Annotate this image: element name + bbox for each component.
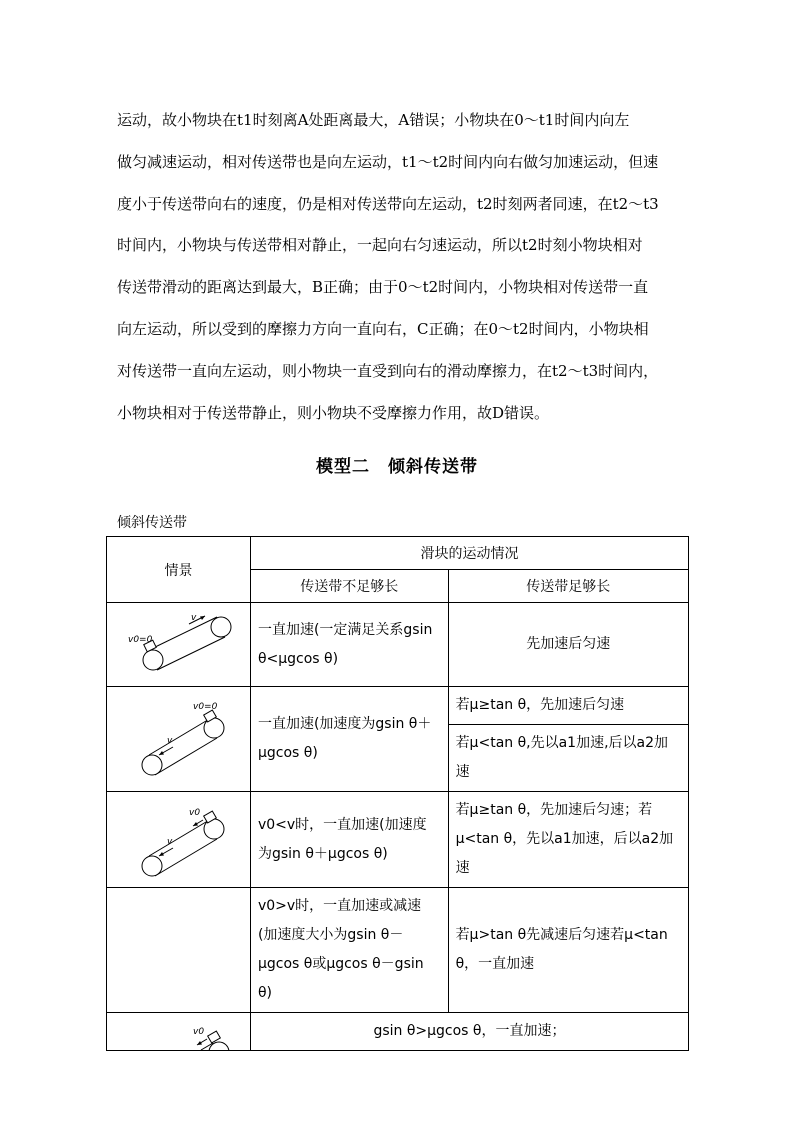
paragraph-line-4: 时间内，小物块与传送带相对静止，一起向右匀速运动，所以t2时刻小物块相对 bbox=[117, 236, 643, 255]
row2-long-b: 若μ<tan θ,先以a1加速,后以a2加速 bbox=[448, 725, 688, 792]
section-heading: 模型二 倾斜传送带 bbox=[316, 457, 478, 477]
svg-text:v: v bbox=[191, 612, 197, 623]
row2-long-a: 若μ≥tan θ，先加速后匀速 bbox=[448, 687, 688, 725]
paragraph-line-5: 传送带滑动的距离达到最大，B正确；由于0～t2时间内，小物块相对传送带一直 bbox=[117, 278, 649, 297]
paragraph-line-2: 做匀减速运动，相对传送带也是向左运动，t1～t2时间内向右做匀加速运动，但速 bbox=[117, 152, 659, 171]
row3-short: v0<v时，一直加速(加速度为gsin θ＋μgcos θ) bbox=[250, 792, 448, 888]
paragraph-line-6: 向左运动，所以受到的摩擦力方向一直向右，C正确；在0～t2时间内，小物块相 bbox=[117, 319, 649, 338]
solution-paragraph bbox=[117, 100, 687, 434]
belt-figure-up-icon bbox=[113, 609, 243, 681]
header-short-belt: 传送带不足够长 bbox=[250, 570, 448, 603]
header-motion: 滑块的运动情况 bbox=[250, 537, 688, 570]
svg-text:v0=0: v0=0 bbox=[193, 702, 218, 712]
header-scene: 情景 bbox=[107, 537, 251, 603]
scene-figure-1 bbox=[107, 603, 251, 687]
svg-text:v0: v0 bbox=[193, 1027, 205, 1037]
paragraph-line-7: 对传送带一直向左运动，则小物块一直受到向右的滑动摩擦力，在t2～t3时间内， bbox=[117, 361, 659, 380]
svg-text:v: v bbox=[167, 736, 173, 746]
row5-merged: gsin θ>μgcos θ，一直加速； bbox=[250, 1013, 688, 1051]
row1-short: 一直加速(一定满足关系gsin θ<μgcos θ) bbox=[250, 603, 448, 687]
belt-figure-down-initial-velocity-icon bbox=[113, 798, 243, 882]
inclined-belt-table bbox=[106, 536, 689, 1051]
belt-figure-down-icon bbox=[113, 695, 243, 783]
row2-short: 一直加速(加速度为gsin θ＋μgcos θ) bbox=[250, 687, 448, 792]
belt-figure-partial-icon bbox=[113, 1022, 243, 1050]
row1-long: 先加速后匀速 bbox=[448, 603, 688, 687]
scene-figure-2 bbox=[107, 687, 251, 792]
svg-text:v0=0: v0=0 bbox=[128, 634, 153, 645]
scene-figure-5 bbox=[107, 1013, 251, 1051]
paragraph-line-8: 小物块相对于传送带静止，则小物块不受摩擦力作用，故D错误。 bbox=[117, 403, 550, 422]
row4-long: 若μ>tan θ先减速后匀速若μ<tan θ，一直加速 bbox=[448, 888, 688, 1013]
paragraph-line-3: 度小于传送带向右的速度，仍是相对传送带向左运动，t2时刻两者同速，在t2～t3 bbox=[117, 194, 659, 213]
header-long-belt: 传送带足够长 bbox=[448, 570, 688, 603]
paragraph-line-1: 运动，故小物块在t1时刻离A处距离最大，A错误；小物块在0～t1时间内向左 bbox=[117, 111, 630, 129]
row4-short: v0>v时，一直加速或减速(加速度大小为gsin θ－μgcos θ或μgcos θ－gsin θ) bbox=[250, 888, 448, 1013]
table-caption: 倾斜传送带 bbox=[117, 515, 187, 531]
svg-text:v0: v0 bbox=[189, 807, 201, 818]
scene-figure-4-empty bbox=[107, 888, 251, 1013]
svg-text:v: v bbox=[167, 836, 173, 847]
row3-long: 若μ≥tan θ，先加速后匀速；若μ<tan θ，先以a1加速，后以a2加速 bbox=[448, 792, 688, 888]
scene-figure-3 bbox=[107, 792, 251, 888]
